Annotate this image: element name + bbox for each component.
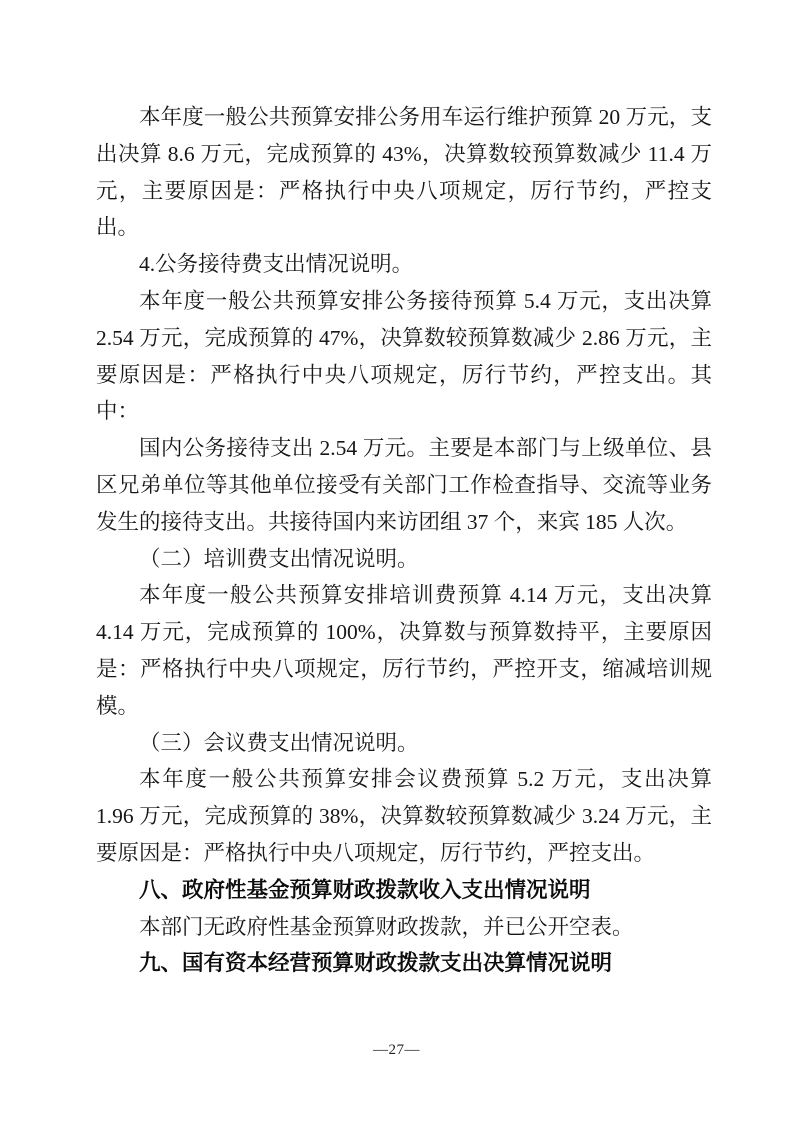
paragraph-reception-budget: 本年度一般公共预算安排公务接待预算 5.4 万元，支出决算 2.54 万元，完成预算的 47%，决算数较预算数减少 2.86 万元，主要原因是：严格执行中央八项规定，厉行节约，严控支出。其中： (96, 288, 712, 424)
paragraph-meeting-budget: 本年度一般公共预算安排会议费预算 5.2 万元，支出决算 1.96 万元，完成预算的 38%，决算数较预算数减少 3.24 万元，主要原因是：严格执行中央八项规定，厉行节约，严控支出。 (96, 767, 712, 865)
page-number: —27— (373, 1042, 420, 1058)
heading-section-nine-state-capital: 九、国有资本经营预算财政拨款支出决算情况说明 (139, 951, 613, 976)
heading-section-eight-gov-fund: 八、政府性基金预算财政拨款收入支出情况说明 (139, 877, 591, 902)
subheading-training-fee: （二）培训费支出情况说明。 (139, 546, 419, 571)
page-footer (0, 1041, 793, 1059)
subheading-official-reception: 4.公务接待费支出情况说明。 (139, 252, 414, 277)
paragraph-vehicle-maintenance-budget: 本年度一般公共预算安排公务用车运行维护预算 20 万元，支出决算 8.6 万元，完成预算的 43%，决算数较预算数减少 11.4 万元，主要原因是：严格执行中央八项规定，厉行节约，严控支出。 (96, 105, 712, 240)
subheading-meeting-fee: （三）会议费支出情况说明。 (139, 730, 419, 755)
paragraph-no-gov-fund: 本部门无政府性基金预算财政拨款，并已公开空表。 (139, 914, 634, 939)
document-content (96, 99, 712, 982)
paragraph-domestic-reception: 国内公务接待支出 2.54 万元。主要是本部门与上级单位、县区兄弟单位等其他单位接受有关部门工作检查指导、交流等业务发生的接待支出。共接待国内来访团组 37 个，来宾 185 人次。 (96, 436, 712, 534)
paragraph-training-budget: 本年度一般公共预算安排培训费预算 4.14 万元，支出决算 4.14 万元，完成预算的 100%，决算数与预算数持平，主要原因是：严格执行中央八项规定，厉行节约，严控开支，缩减培训规模。 (96, 583, 712, 718)
